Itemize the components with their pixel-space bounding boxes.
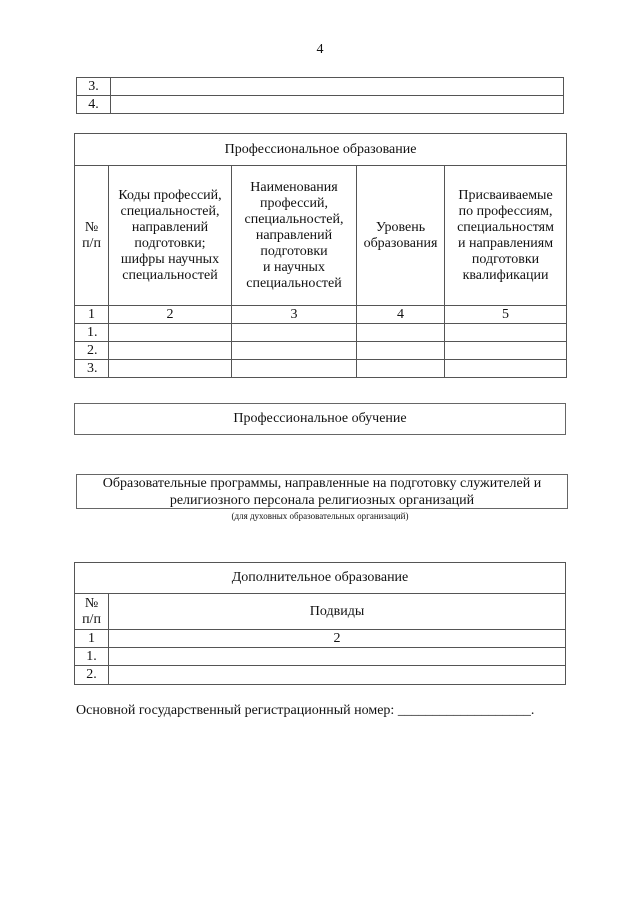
- column-number: 1: [75, 630, 109, 648]
- professional-training-box: Профессиональное обучение: [74, 403, 566, 435]
- column-number: 4: [357, 306, 445, 324]
- header-subtypes: Подвиды: [109, 594, 566, 630]
- cell[interactable]: [445, 324, 567, 342]
- column-header: Наименования профессий, специальностей, направлений подготовки и научных специальностей: [232, 166, 357, 306]
- previous-table: [76, 77, 564, 114]
- cell[interactable]: [111, 96, 564, 114]
- table-row: [75, 324, 567, 342]
- row-number: 2.: [75, 666, 109, 685]
- cell[interactable]: [357, 360, 445, 378]
- table-title: Дополнительное образование: [75, 563, 566, 594]
- registration-number-label: Основной государственный регистрационный номер:: [76, 703, 395, 718]
- column-number: 1: [75, 306, 109, 324]
- cell[interactable]: [109, 342, 232, 360]
- page-number: 4: [316, 42, 324, 57]
- cell[interactable]: [445, 342, 567, 360]
- column-header: Уровень образования: [357, 166, 445, 306]
- religious-note: (для духовных образовательных организаций): [231, 511, 409, 521]
- cell[interactable]: [232, 342, 357, 360]
- professional-education-table: [74, 133, 567, 378]
- column-number: 2: [109, 306, 232, 324]
- column-header: № п/п: [75, 166, 109, 306]
- cell[interactable]: [357, 342, 445, 360]
- row-number: 2.: [75, 342, 109, 360]
- table-title: Профессиональное образование: [75, 134, 567, 166]
- row-number: 1.: [75, 324, 109, 342]
- column-header: Присваиваемые по профессиям, специальностям и направлениям подготовки квалификации: [445, 166, 567, 306]
- cell[interactable]: [445, 360, 567, 378]
- column-header: Коды профессий, специальностей, направлений подготовки; шифры научных специальностей: [109, 166, 232, 306]
- column-number: 5: [445, 306, 567, 324]
- row-number: 4.: [77, 96, 111, 114]
- cell[interactable]: [109, 324, 232, 342]
- cell[interactable]: [109, 648, 566, 666]
- column-number: 2: [109, 630, 566, 648]
- table-row: [75, 360, 567, 378]
- registration-number-line: [76, 703, 534, 719]
- cell[interactable]: [109, 666, 566, 685]
- cell[interactable]: [357, 324, 445, 342]
- additional-education-table: [74, 562, 566, 685]
- header-number: № п/п: [75, 594, 109, 630]
- row-number: 1.: [75, 648, 109, 666]
- cell[interactable]: [232, 360, 357, 378]
- table-row: [75, 342, 567, 360]
- row-number: 3.: [77, 78, 111, 96]
- cell[interactable]: [111, 78, 564, 96]
- cell[interactable]: [109, 360, 232, 378]
- cell[interactable]: [232, 324, 357, 342]
- religious-programs-box: Образовательные программы, направленные на подготовку служителей и религиозного персонала религиозных организаций: [76, 474, 568, 509]
- column-number: 3: [232, 306, 357, 324]
- row-number: 3.: [75, 360, 109, 378]
- registration-number-blank[interactable]: ___________________.: [397, 703, 535, 718]
